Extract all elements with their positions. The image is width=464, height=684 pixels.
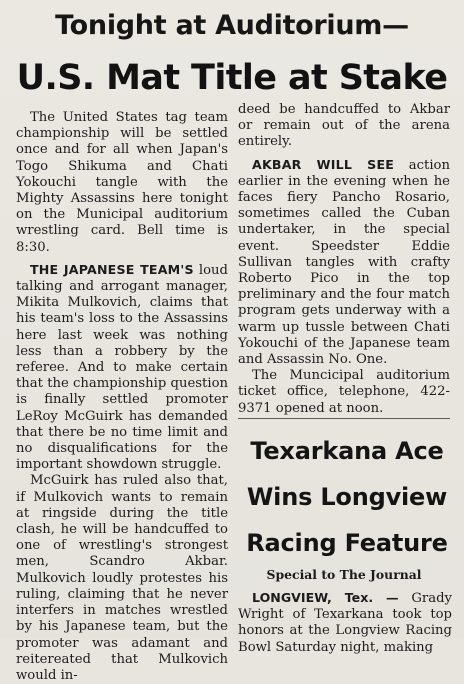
article-column-left [16, 110, 228, 684]
article-paragraph [238, 157, 450, 369]
article-paragraph-continued: deed be handcuffed to Akbar or remain out of the arena entirely. [238, 102, 450, 150]
headline-line: Wins Longview [246, 483, 448, 511]
column-divider-rule [238, 418, 450, 419]
paragraph-lead-in: THE JAPANESE TEAM'S [30, 261, 194, 277]
byline: Special to The Journal [266, 567, 422, 582]
article-kicker: Tonight at Auditorium— [55, 10, 409, 41]
article-paragraph [238, 590, 452, 656]
article-paragraph: The United States tag team championship will be settled once and for all when Japan's Togo Shikuma and Chati Yokouchi tangle with the Mighty Assassins here tonight on the Municipal auditorium wrestling card. Bell time is 8:30. [16, 110, 228, 255]
article-paragraph: McGuirk has ruled also that, if Mulkovich wants to remain at ringside during the title clash, he will be handcuffed to one of wrestling's strongest men, Scandro Akbar. Mulkovich loudly protestes his ruling, claiming that he never interfers in matches wrestled by his Japanese team, but the promoter was adamant and reitereated that Mulkovich would in- [16, 473, 228, 683]
headline-line: Texarkana Ace [250, 437, 444, 465]
dateline: LONGVIEW, Tex. — [252, 590, 399, 605]
article-column-right [238, 102, 450, 417]
second-article-headline [238, 428, 456, 566]
article-paragraph: The Muncicipal auditorium ticket office, telephone, 422-9371 opened at noon. [238, 368, 450, 416]
paragraph-text: Grady Wright of Texarkana took top honors at the Longview Racing Bowl Saturday night, making [238, 591, 452, 655]
paragraph-text: loud talking and arrogant manager, Mikita Mulkovich, claims that his team's loss to the Assassins here last week was nothing less than a robbery by the referee. And to make certain that the championship question is finally settled promoter LeRoy McGuirk has demanded that there be no time limit and no disqualifications for the important showdown struggle. [16, 262, 228, 473]
paragraph-lead-in: AKBAR WILL SEE [252, 156, 395, 172]
article-headline: U.S. Mat Title at Stake [16, 58, 448, 98]
paragraph-text: action earlier in the evening when he faces fiery Pancho Rosario, sometimes called the Cuban undertaker, in the special event. Speedster Eddie Sullivan tangles with crafty Roberto Pico in the top preliminary and the four match program gets underway with a warm up tussle between Chati Yokouchi of the Japanese team and Assassin No. One. [238, 157, 450, 368]
article-paragraph [16, 262, 228, 474]
headline-line: Racing Feature [246, 529, 448, 557]
second-article-body [238, 590, 452, 656]
